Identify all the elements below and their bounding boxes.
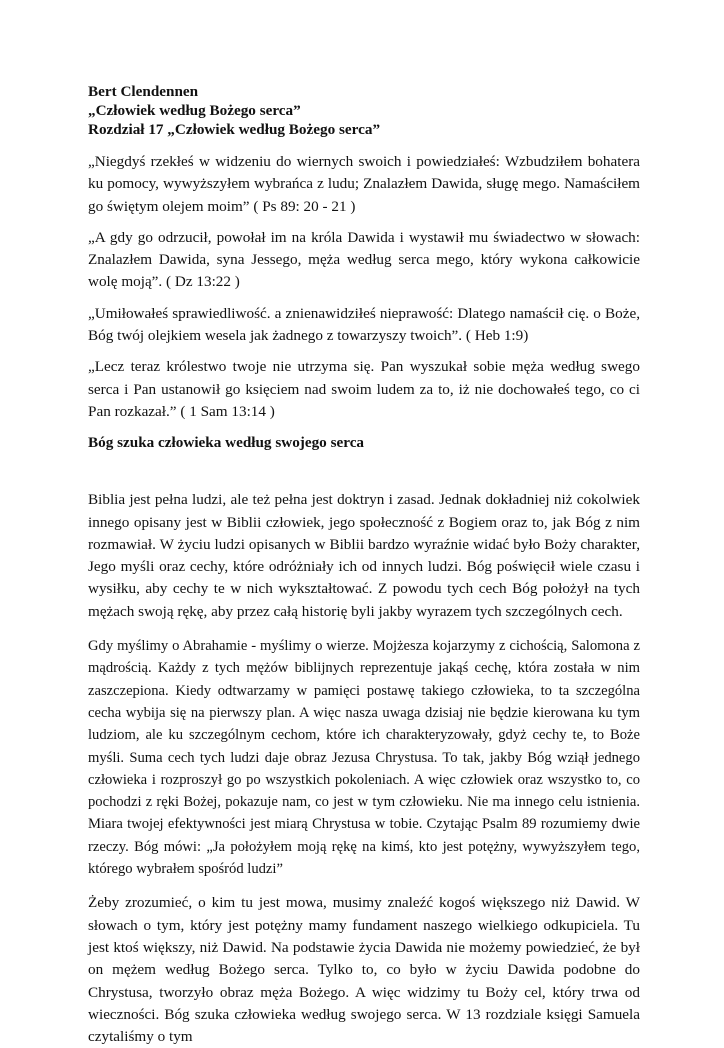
book-title: „Człowiek według Bożego serca” [88,102,301,119]
scripture-quote-4 [88,356,640,423]
section-heading: Bóg szuka człowieka według swojego serca [88,434,365,452]
body-paragraph-1: Biblia jest pełna ludzi, ale też pełna jest doktryn i zasad. Jednak dokładniej niż cokolwiek innego opisany jest w Biblii człowiek, jego społeczność z Bogiem oraz to, jak Bóg z nim rozmawiał. W życiu ludzi opisanych w Biblii bardzo wyraźnie widać było Boży charakter, Jego myśli oraz cechy, które odróżniały ich od innych ludzi. Bóg poświęcił wiele czasu i wysiłku, aby cechy te w nich wykształtować. Z powodu tych cech Bóg położył na tych mężach swoją rękę, aby przez całą historię byli jakby wyrazem tych szczególnych cech. [88,491,640,620]
scripture-quote-3 [88,303,640,348]
scripture-quote-2 [88,227,640,294]
body-paragraph-3: Żeby zrozumieć, o kim tu jest mowa, musimy znaleźć kogoś większego niż Dawid. W słowach o tym, który jest potężny mamy fundament naszego wielkiego odkupiciela. Tu jest ktoś większy, niż Dawid. Na podstawie życia Dawida nie możemy powiedzieć, że był on mężem według Bożego serca. Tylko to, co było w życiu Dawida podobne do Chrystusa, tworzyło obraz męża Bożego. A więc widzimy tu Boży cel, który trwa od wieczności. Bóg szuka człowieka według swojego serca. W 13 rozdziale księgi Samuela czytaliśmy o tym [88,894,640,1046]
body-paragraph-2: Gdy myślimy o Abrahamie - myślimy o wierze. Mojżesza kojarzymy z cichością, Salomona z mądrością. Każdy z tych mężów biblijnych reprezentuje jakąś cechę, która została w nim zaszczepiona. Kiedy odtwarzamy w pamięci postawę takiego człowieka, to ta szczególna cecha wybija się na pierwszy plan. A więc nasza uwaga dzisiaj nie będzie kierowana ku tym ludziom, ale ku szczególnym cechom, które ich charakteryzowały, gdyż cechy te, to Boże myśli. Suma cech tych ludzi daje obraz Jezusa Chrystusa. To tak, jakby Bóg wziął jednego człowieka i rozproszył go po wszystkich pokoleniach. A więc człowiek oraz wszystko to, co pochodzi z ręki Bożej, pokazuje nam, co jest w tym człowieku. Nie ma innego celu istnienia. Miara twojej efektywności jest miarą Chrystusa w tobie. Czytając Psalm 89 rozumiemy dwie rzeczy. Bóg mówi: „Ja położyłem moją rękę na kimś, kto jest potężny, wywyższyłem tego, którego wybrałem spośród ludzi” [88,638,640,878]
quote-text: „Lecz teraz królestwo twoje nie utrzyma się. Pan wyszukał sobie męża według swego serca i Pan ustanowił go księciem nad swoim ludem za to, iż nie dochowałeś tego, co ci Pan rozkazał.” ( 1 Sam 13:14 ) [88,358,640,420]
quote-text: „A gdy go odrzucił, powołał im na króla Dawida i wystawił mu świadectwo w słowach: Znalazłem Dawida, syna Jessego, męża według serca mego, który wykona całkowicie wolę moją”. ( Dz 13:22 ) [88,228,640,291]
quote-text: „Umiłowałeś sprawiedliwość. a znienawidziłeś nieprawość: Dlatego namaścił cię. o Boże, Bóg twój olejkiem wesela jak żadnego z towarzyszy twoich”. ( Heb 1:9) [88,304,640,345]
chapter-title: Rozdział 17 „Człowiek według Bożego serca” [88,121,381,138]
quote-text: „Niegdyś rzekłeś w widzeniu do wiernych swoich i powiedziałeś: Wzbudziłem bohatera ku pomocy, wywyższyłem wybrańca z ludu; Znalazłem Dawida, sługę mego. Namaściłem go świętym olejem moim” ( Ps 89: 20 - 21 ) [88,153,640,215]
scripture-quote-1 [88,151,640,218]
document-page [88,82,640,1048]
author-name: Bert Clendennen [88,83,199,100]
